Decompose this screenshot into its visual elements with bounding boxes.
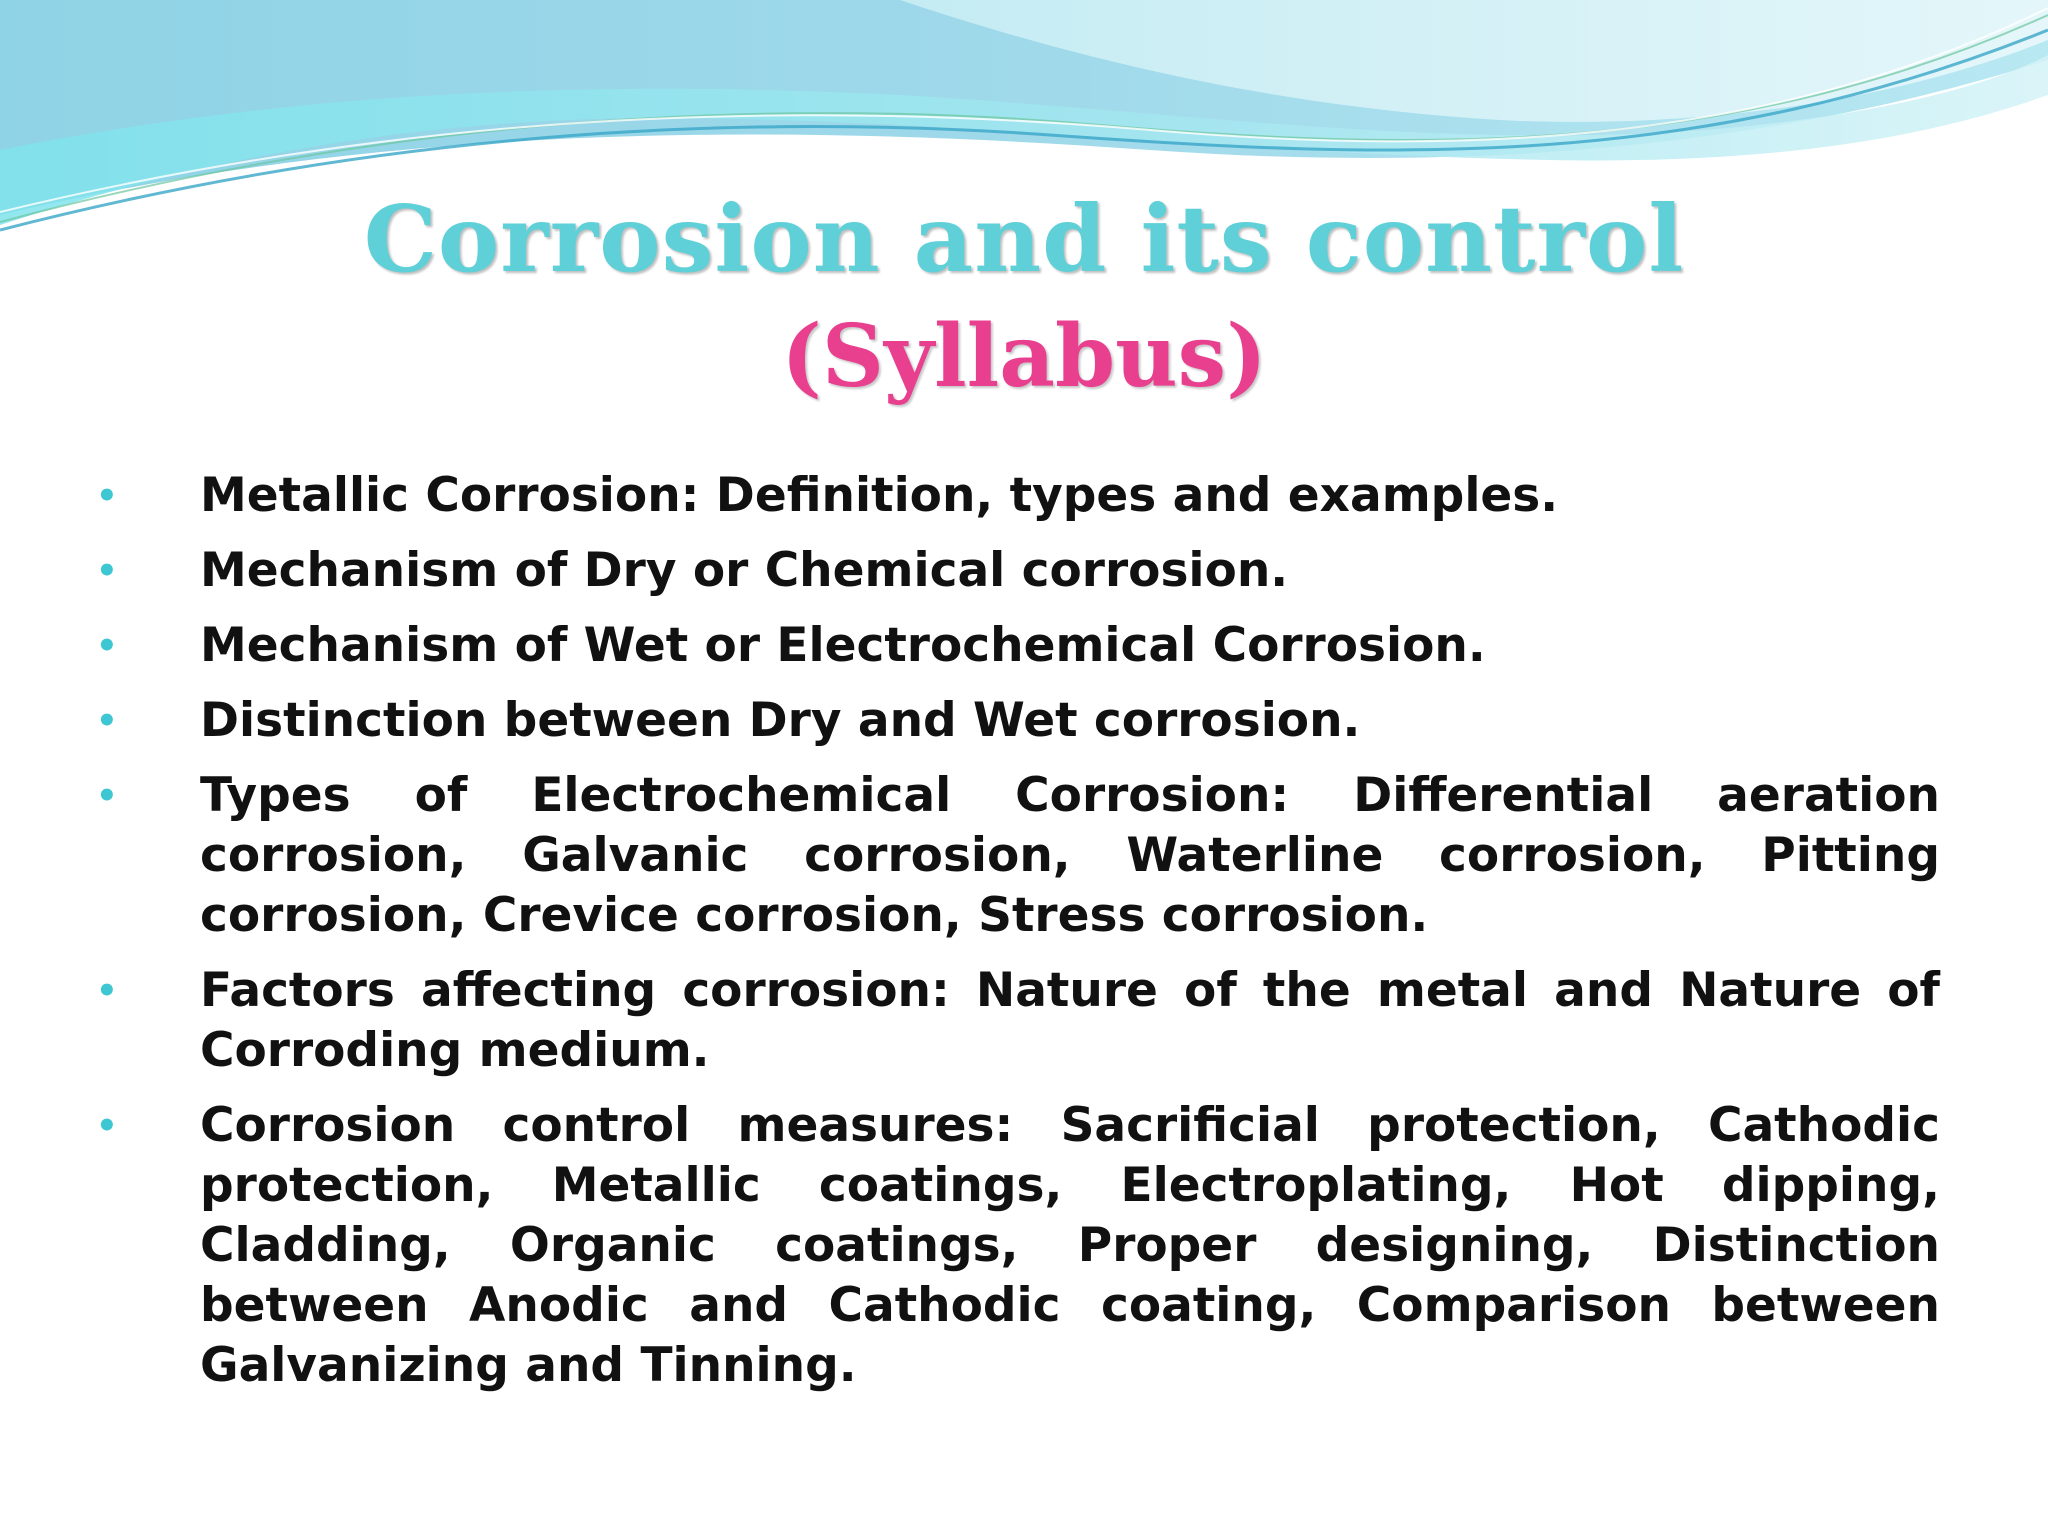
- bullet-icon: •: [96, 701, 118, 741]
- bullet-icon: •: [96, 551, 118, 591]
- slide-subtitle: (Syllabus): [781, 306, 1267, 407]
- list-item: [90, 691, 1940, 751]
- list-item: [90, 616, 1940, 676]
- slide-title: Corrosion and its control: [363, 185, 1685, 293]
- list-item-text: Corrosion control measures: Sacrificial protection, Cathodic protection, Metallic coatings, Electroplating, Hot dipping, Cladding, Organic coatings, Proper designing, Distinction between Anodic and Cathodic coating, Comparison between Galvanizing and Tinning.: [200, 1098, 1940, 1393]
- list-item-text: Metallic Corrosion: Definition, types and examples.: [200, 468, 1559, 523]
- bullet-icon: •: [96, 971, 118, 1011]
- title-block: [0, 180, 2048, 416]
- list-item-text: Mechanism of Dry or Chemical corrosion.: [200, 543, 1289, 598]
- list-item-text: Distinction between Dry and Wet corrosion.: [200, 693, 1361, 748]
- list-item-text: Mechanism of Wet or Electrochemical Corrosion.: [200, 618, 1486, 673]
- list-item-text: Types of Electrochemical Corrosion: Differential aeration corrosion, Galvanic corrosion, Waterline corrosion, Pitting corrosion, Crevice corrosion, Stress corrosion.: [200, 768, 1940, 943]
- bullet-icon: •: [96, 1106, 118, 1146]
- syllabus-list: [90, 466, 1940, 1411]
- list-item: [90, 466, 1940, 526]
- list-item: [90, 541, 1940, 601]
- list-item: [90, 961, 1940, 1081]
- bullet-icon: •: [96, 476, 118, 516]
- list-item-text: Factors affecting corrosion: Nature of the metal and Nature of Corroding medium.: [200, 963, 1940, 1078]
- list-item: [90, 766, 1940, 946]
- bullet-icon: •: [96, 776, 118, 816]
- list-item: [90, 1096, 1940, 1396]
- bullet-icon: •: [96, 626, 118, 666]
